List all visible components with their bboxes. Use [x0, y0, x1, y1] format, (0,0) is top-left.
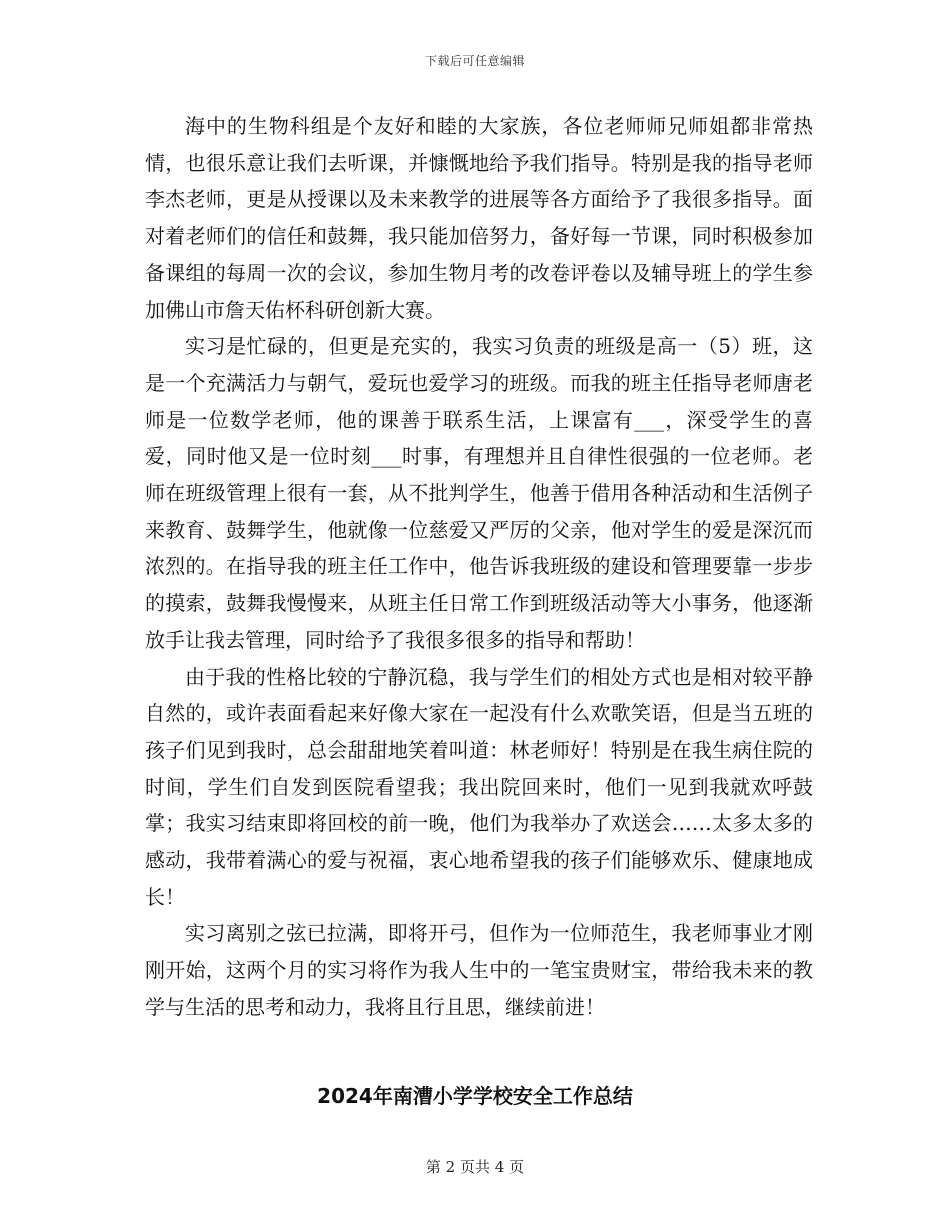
- document-body: [145, 108, 813, 1026]
- paragraph-4: 实习离别之弦已拉满，即将开弓，但作为一位师范生，我老师事业才刚刚开始，这两个月的实习将作为我人生中的一笔宝贵财宝，带给我未来的教学与生活的思考和动力，我将且行且思，继续前进！: [145, 921, 813, 1019]
- page-header: 下载后可任意编辑: [424, 54, 525, 68]
- paragraph-2: 实习是忙碌的，但更是充实的，我实习负责的班级是高一（5）班，这是一个充满活力与朝气，爱玩也爱学习的班级。而我的班主任指导老师唐老师是一位数学老师，他的课善于联系生活，上课富有___，深受学生的喜爱，同时他又是一位时刻___时事，有理想并且自律性很强的一位老师。老师在班级管理上很有一套，从不批判学生，他善于借用各种活动和生活例子来教育、鼓舞学生，他就像一位慈爱又严厉的父亲，他对学生的爱是深沉而浓烈的。在指导我的班主任工作中，他告诉我班级的建设和管理要靠一步步的摸索，鼓舞我慢慢来，从班主任日常工作到班级活动等大小事务，他逐渐放手让我去管理，同时给予了我很多很多的指导和帮助！: [145, 334, 813, 652]
- paragraph-3: 由于我的性格比较的宁静沉稳，我与学生们的相处方式也是相对较平静自然的，或许表面看起来好像大家在一起没有什么欢歌笑语，但是当五班的孩子们见到我时，总会甜甜地笑着叫道：林老师好！特别是在我生病住院的时间，学生们自发到医院看望我；我出院回来时，他们一见到我就欢呼鼓掌；我实习结束即将回校的前一晚，他们为我举办了欢送会……太多太多的感动，我带着满心的爱与祝福，衷心地希望我的孩子们能够欢乐、健康地成长！: [145, 664, 813, 909]
- page-footer: 第 2 页共 4 页: [425, 1158, 525, 1176]
- document-title: 2024年南漕小学学校安全工作总结: [317, 1084, 633, 1108]
- paragraph-1: 海中的生物科组是个友好和睦的大家族，各位老师师兄师姐都非常热情，也很乐意让我们去听课，并慷慨地给予我们指导。特别是我的指导老师李杰老师，更是从授课以及未来教学的进展等各方面给予了我很多指导。面对着老师们的信任和鼓舞，我只能加倍努力，备好每一节课，同时积极参加备课组的每周一次的会议，参加生物月考的改卷评卷以及辅导班上的学生参加佛山市詹天佑杯科研创新大赛。: [145, 114, 813, 322]
